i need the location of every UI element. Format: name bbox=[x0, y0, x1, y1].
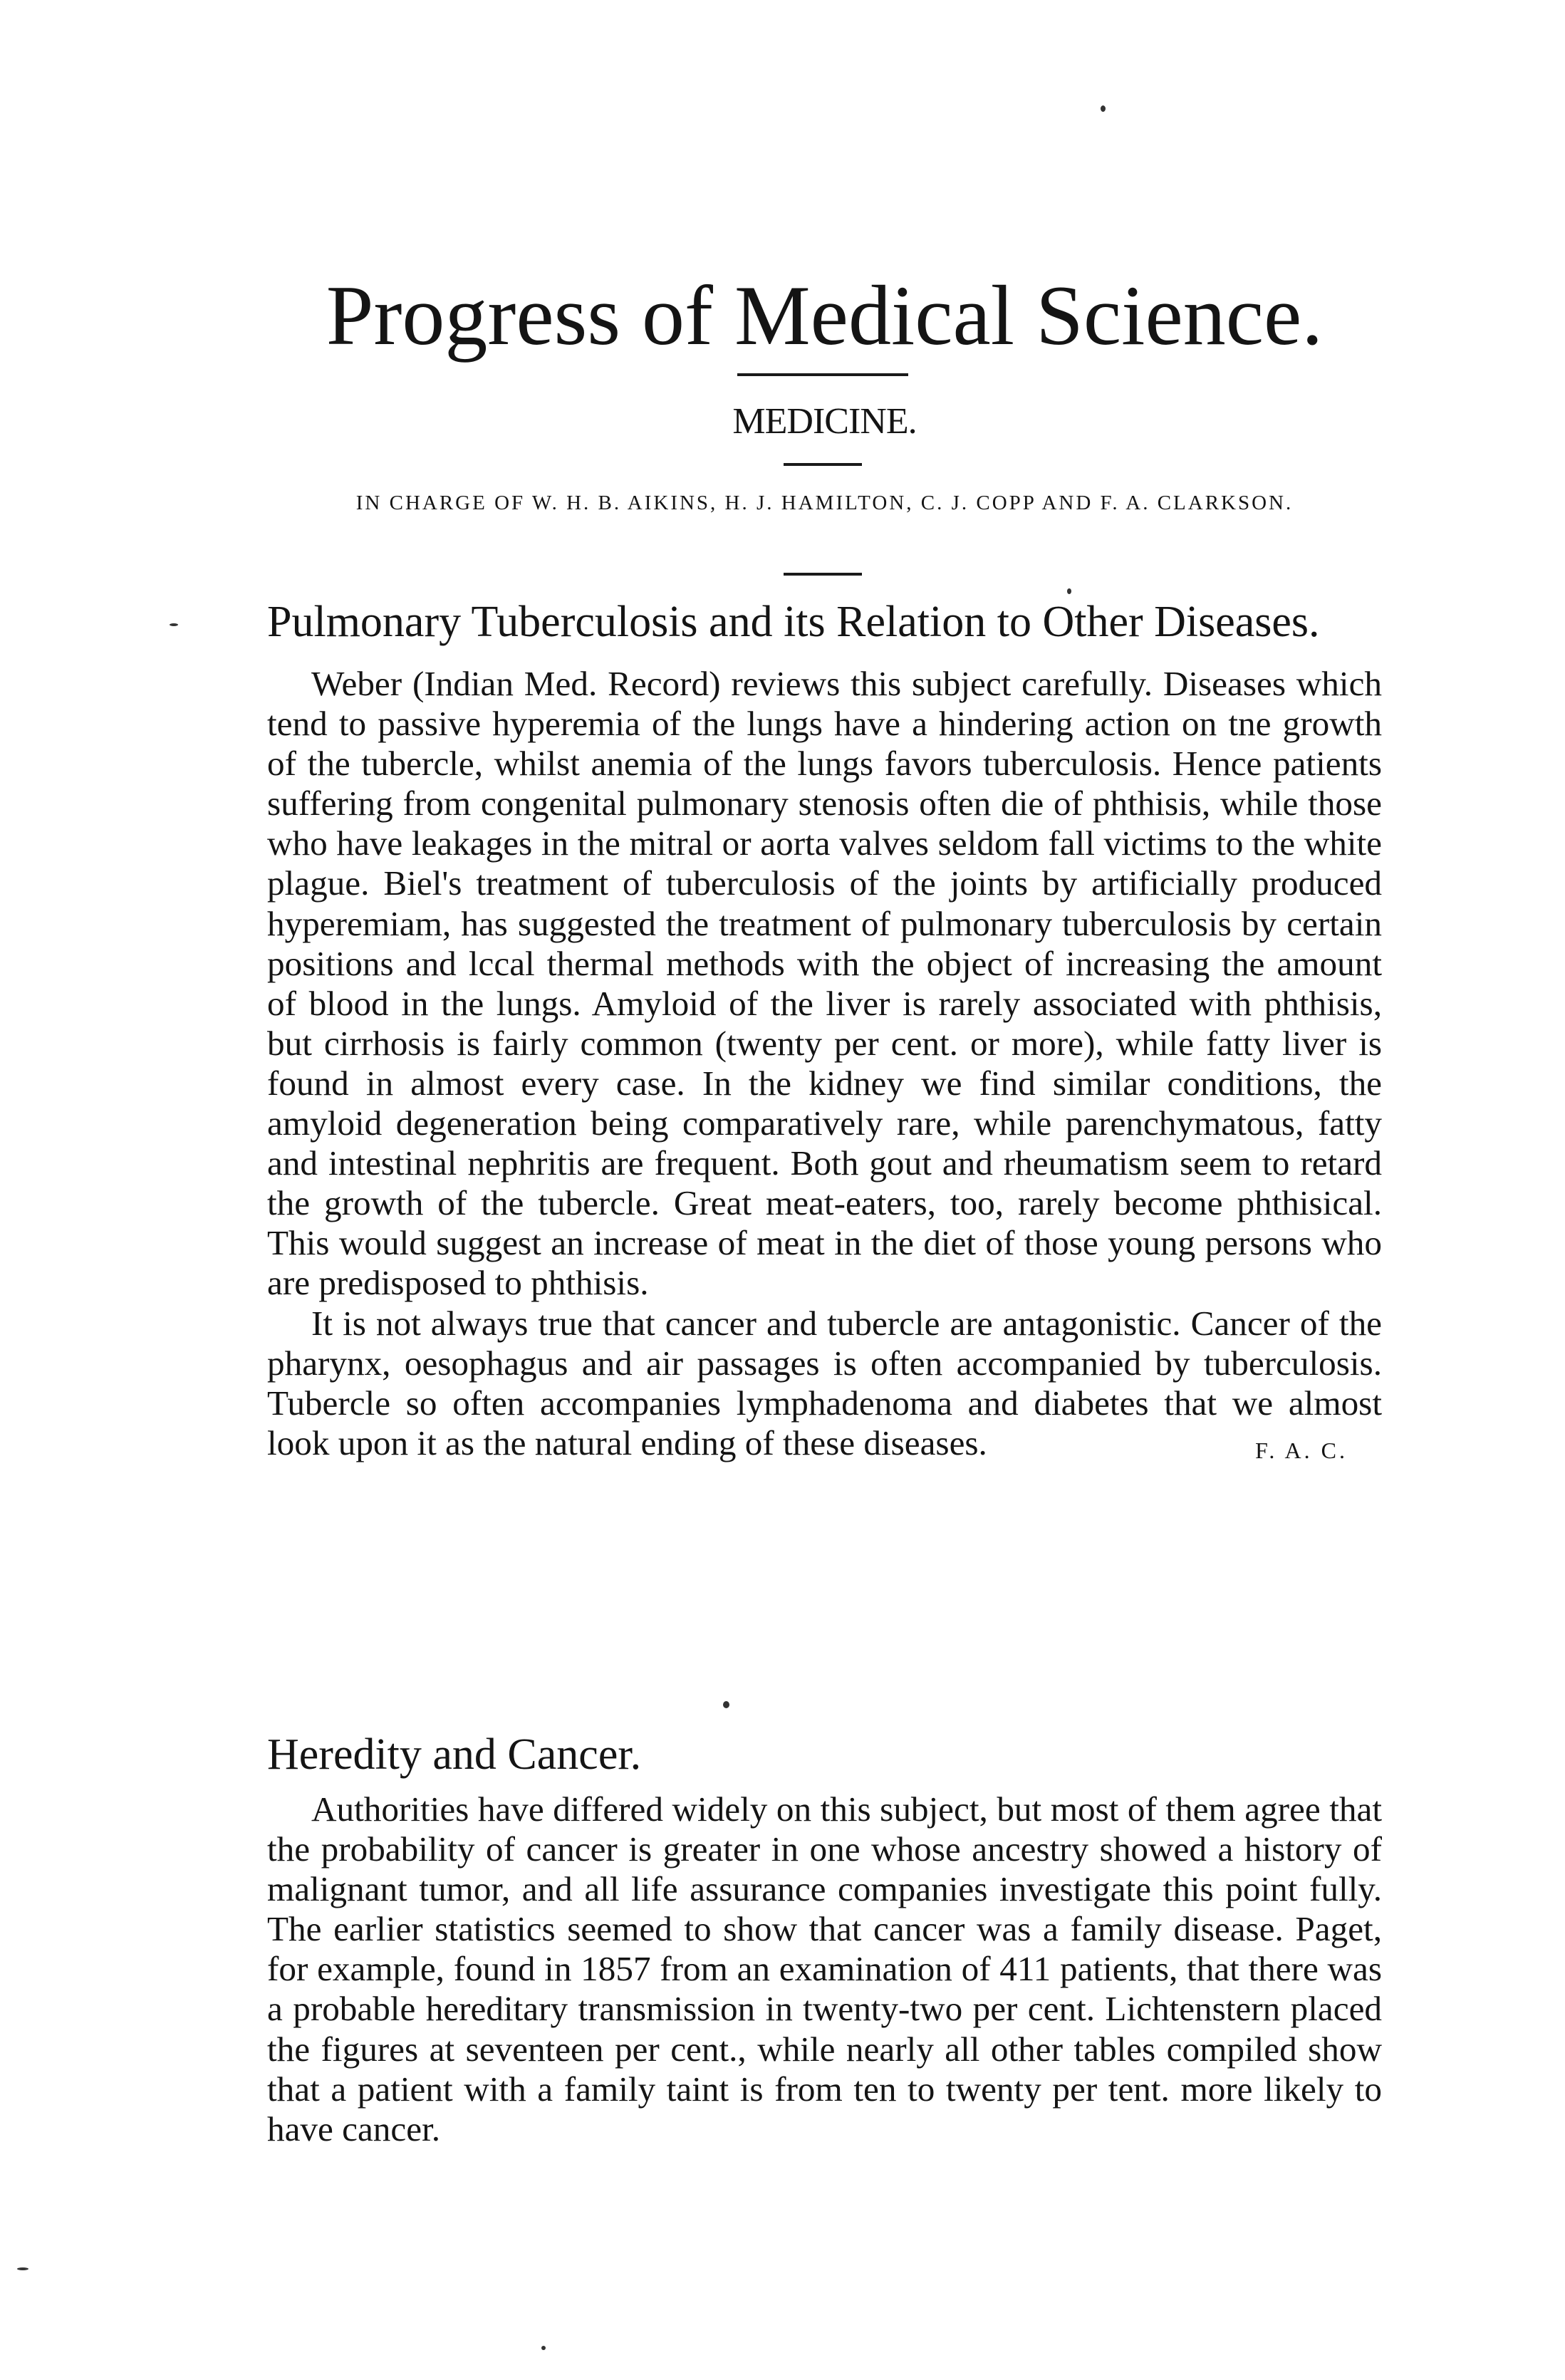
scan-speck bbox=[1101, 105, 1106, 112]
editors-line: IN CHARGE OF W. H. B. AIKINS, H. J. HAMILTON, C. J. COPP AND F. A. CLARKSON. bbox=[355, 492, 1294, 514]
scan-speck bbox=[541, 2346, 546, 2350]
article-paragraph: Authorities have differed widely on this subject, but most of them agree that the probability of cancer is greater in one whose ancestry showed a history of malignant tumor, and all life assurance companies investigate this point fully. The earlier statistics seemed to show that cancer was a family disease. Paget, for example, found in 1857 from an examination of 411 patients, that there was a probable hereditary transmission in twenty-two per cent. Lichtenstern placed the figures at seventeen per cent., while nearly all other tables compiled show that a patient with a family taint is from ten to twenty per tent. more likely to have cancer. bbox=[267, 1789, 1382, 2148]
editors-rule bbox=[784, 573, 862, 576]
section-rule bbox=[784, 463, 862, 466]
article-signature: F. A. C. bbox=[1255, 1437, 1348, 1463]
article-body bbox=[267, 664, 1382, 1470]
scan-speck bbox=[17, 2267, 28, 2270]
scan-speck bbox=[170, 623, 178, 626]
scan-speck bbox=[1067, 588, 1071, 594]
article-body bbox=[267, 1789, 1382, 2149]
scan-speck bbox=[723, 1701, 729, 1708]
article-title: Pulmonary Tuberculosis and its Relation to Other Diseases. bbox=[267, 598, 1320, 646]
article-title: Heredity and Cancer. bbox=[267, 1730, 642, 1779]
page-title: Progress of Medical Science. bbox=[326, 268, 1324, 363]
section-heading: MEDICINE. bbox=[732, 401, 917, 442]
article-paragraph: It is not always true that cancer and tubercle are antagonistic. Cancer of the pharynx, oesophagus and air passages is often accompanied by tuberculosis. Tubercle so often accompanies lymphadenoma and diabetes that we almost look upon it as the natural ending of these diseases. bbox=[267, 1303, 1382, 1462]
article-paragraph: Weber (Indian Med. Record) reviews this subject carefully. Diseases which tend to passive hyperemia of the lungs have a hindering action on tne growth of the tubercle, whilst anemia of the lungs favors tuberculosis. Hence patients suffering from congenital pulmonary stenosis often die of phthisis, while those who have leakages in the mitral or aorta valves seldom fall victims to the white plague. Biel's treatment of tuberculosis of the joints by artificially produced hyperemiam, has suggested the treatment of pulmonary tuberculosis by certain positions and lccal thermal methods with the object of increasing the amount of blood in the lungs. Amyloid of the liver is rarely associated with phthisis, but cirrhosis is fairly common (twenty per cent. or more), while fatty liver is found in almost every case. In the kidney we find similar conditions, the amyloid degeneration being comparatively rare, while parenchymatous, fatty and intestinal nephritis are frequent. Both gout and rheumatism seem to retard the growth of the tubercle. Great meat-eaters, too, rarely become phthisical. This would suggest an increase of meat in the diet of those young persons who are predisposed to phthisis. bbox=[267, 664, 1382, 1303]
title-rule bbox=[737, 373, 908, 376]
